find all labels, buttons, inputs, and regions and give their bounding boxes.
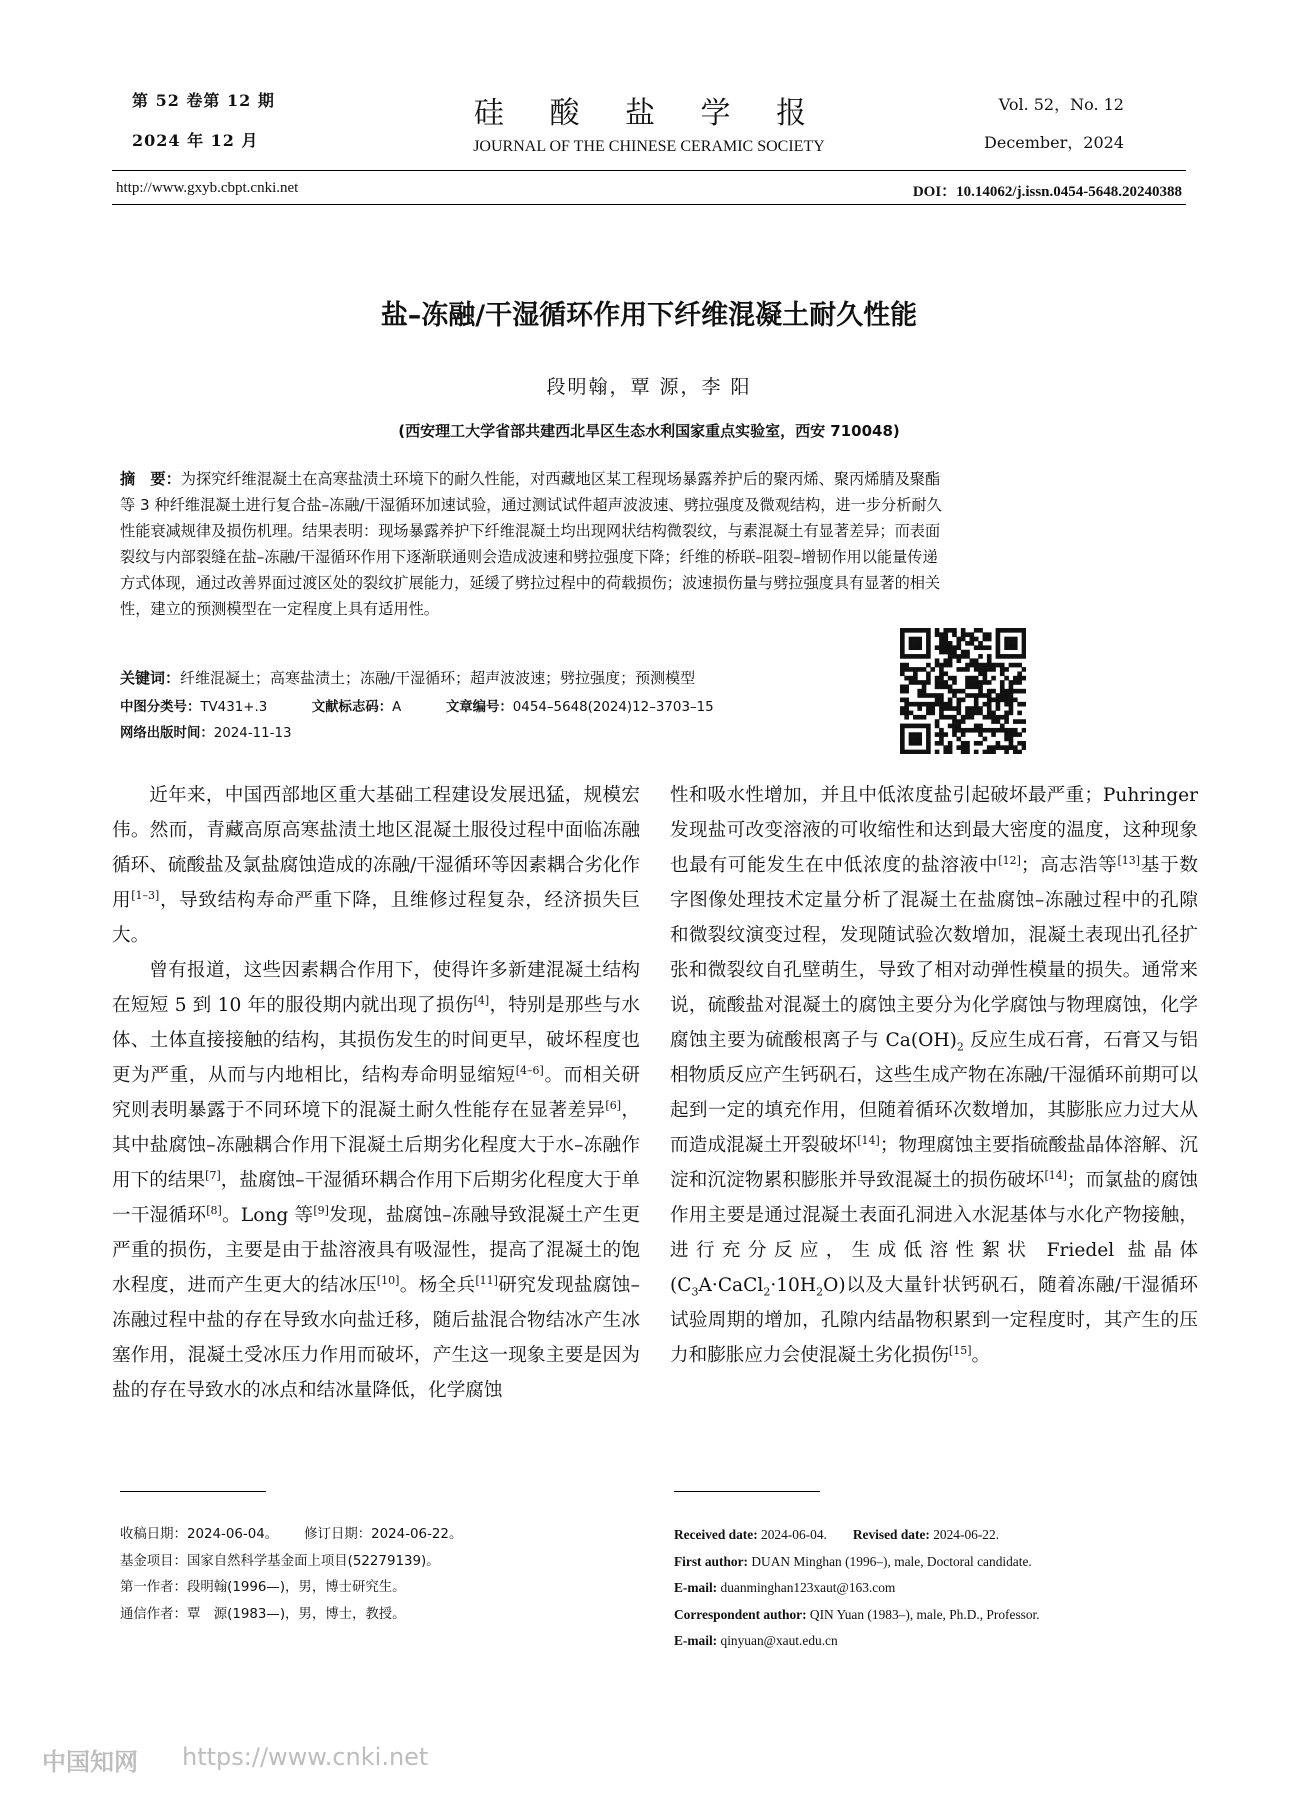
abstract-line-1: 摘 要：为探究纤维混凝土在高寒盐渍土环境下的耐久性能，对西藏地区某工程现场暴露养护后的聚丙烯、聚丙烯腈及聚酯 (120, 470, 941, 488)
citation: [13] (1117, 853, 1141, 867)
footnote-received-en: Received date: 2024-06-04. Revised date: 2024-06-22. (674, 1527, 1000, 1542)
email-link[interactable]: qinyuan@xaut.edu.cn (720, 1633, 838, 1648)
footnote-fund: 基金项目：国家自然科学基金面上项目(52279139)。 (120, 1553, 440, 1569)
footnote-first-author-en: First author: DUAN Minghan (1996–), male, Doctoral candidate. (674, 1553, 1032, 1569)
footnote-rule-right (674, 1491, 820, 1492)
online-publish: 网络出版时间：2024-11-13 (120, 726, 292, 741)
citation: [8] (206, 1203, 222, 1217)
doi-value: 10.14062/j.issn.0454-5648.20240388 (956, 184, 1182, 200)
footnote-corresponding: 通信作者：覃 源(1983—)，男，博士，教授。 (120, 1606, 406, 1622)
citation: [11] (475, 1273, 498, 1287)
date-en: December，2024 (984, 133, 1124, 152)
qr-code-icon (900, 628, 1026, 754)
citation: [10] (376, 1273, 400, 1287)
abstract-line-6: 性，建立的预测模型在一定程度上具有适用性。 (120, 600, 439, 618)
citation: [14] (857, 1133, 880, 1147)
keywords-text: 纤维混凝土；高寒盐渍土；冻融/干湿循环；超声波波速；劈拉强度；预测模型 (180, 669, 696, 687)
paragraph: 近年来，中国西部地区重大基础工程建设发展迅猛，规模宏伟。然而，青藏高原高寒盐渍土地区混凝土服役过程中面临冻融循环、硫酸盐及氯盐腐蚀造成的冻融/干湿循环等因素耦合劣化作用[1–3]，导致结构寿命严重下降，且维修过程复杂，经济损失巨大。 (112, 785, 640, 946)
citation: [12] (998, 853, 1021, 867)
footnote-email-2: E-mail: qinyuan@xaut.edu.cn (674, 1633, 838, 1648)
cnki-url-link[interactable]: https://www.cnki.net (182, 1743, 429, 1771)
doi[interactable] (913, 180, 1182, 201)
year-month: 2024 年 12 月 (132, 131, 259, 150)
qr-code[interactable] (900, 628, 1026, 754)
url-rule (112, 204, 1186, 205)
keywords-label: 关键词： (120, 669, 181, 687)
email-link[interactable]: duanminghan123xaut@163.com (720, 1580, 896, 1595)
citation: [14] (1044, 1168, 1068, 1182)
affiliation: (西安理工大学省部共建西北旱区生态水利国家重点实验室，西安 710048) (398, 422, 900, 440)
classification: 中图分类号：TV431+.3 文献标志码：A 文章编号：0454–5648(2024)12–3703–15 (120, 700, 714, 715)
volume-en: Vol. 52，No. 12 (998, 95, 1124, 114)
journal-title-en: JOURNAL OF THE CHINESE CERAMIC SOCIETY (473, 138, 825, 155)
article-title: 盐–冻融/干湿循环作用下纤维混凝土耐久性能 (380, 300, 918, 331)
citation: [4] (473, 993, 490, 1007)
footnote-corresponding-en: Correspondent author: QIN Yuan (1983–), male, Ph.D., Professor. (674, 1606, 1040, 1622)
body-column-left (112, 778, 640, 1408)
keywords (120, 667, 695, 688)
abstract (120, 466, 1180, 622)
citation: [15] (948, 1343, 972, 1357)
clc-number: TV431+.3 (200, 700, 268, 715)
citation: [7] (205, 1168, 221, 1182)
citation: [9] (313, 1203, 329, 1217)
footnote-email-1: E-mail: duanminghan123xaut@163.com (674, 1580, 896, 1595)
footnotes-en (674, 1522, 1040, 1655)
article-number: 0454–5648(2024)12–3703–15 (512, 700, 714, 715)
volume-issue: 第 52 卷第 12 期 (132, 91, 275, 110)
abstract-line-5: 方式体现，通过改善界面过渡区处的裂纹扩展能力，延缓了劈拉过程中的荷载损伤；波速损伤量与劈拉强度具有显著的相关 (120, 574, 941, 592)
citation: [6] (605, 1098, 621, 1112)
footnote-first-author: 第一作者：段明翰(1996—)，男，博士研究生。 (120, 1580, 406, 1595)
journal-url-link[interactable]: http://www.gxyb.cbpt.cnki.net (116, 180, 299, 196)
doi-label: DOI： (912, 184, 957, 200)
citation: [4–6] (515, 1063, 544, 1077)
abstract-line-4: 裂纹与内部裂缝在盐–冻融/干湿循环作用下逐渐联通则会造成波速和劈拉强度下降；纤维的桥联–阻裂–增韧作用以能量传递 (120, 548, 938, 566)
footnote-received: 收稿日期：2024-06-04。 修订日期：2024-06-22。 (120, 1527, 463, 1542)
document-code: A (392, 700, 402, 715)
paragraph: 性和吸水性增加，并且中低浓度盐引起破坏最严重；Puhringer 发现盐可改变溶液的可收缩性和达到最大密度的温度，这种现象也最有可能发生在中低浓度的盐溶液中[12]；高志浩等[13]基于数字图像处理技术定量分析了混凝土在盐腐蚀–冻融过程中的孔隙和微裂纹演变过程，发现随试验次数增加，混凝土表现出孔径扩张和微裂纹自孔壁萌生，导致了相对动弹性模量的损失。通常来说，硫酸盐对混凝土的腐蚀主要分为化学腐蚀与物理腐蚀，化学腐蚀主要为硫酸根离子与 $Ca(OH)_2$ 反应生成石膏，石膏又与铝相物质反应产生钙矾石，这些生成产物在冻融/干湿循环前期可以起到一定的填充作用，但随着循环次数增加，其膨胀应力过大从而造成混凝土开裂破坏[14]；物理腐蚀主要指硫酸盐晶体溶解、沉淀和沉淀物累积膨胀并导致混凝土的损伤破坏[14]；而氯盐的腐蚀作用主要是通过混凝土表面孔洞进入水泥基体与水化产物接触，进行充分反应，生成低溶性絮状 Friedel 盐晶体$(C_3A\cdot CaCl_2\cdot 10H_2O)$以及大量针状钙矾石，随着冻融/干湿循环试验周期的增加，孔隙内结晶物积累到一定程度时，其产生的压力和膨胀应力会使混凝土劣化损伤[15]。 (670, 785, 1198, 1366)
footnotes-cn (120, 1522, 462, 1628)
paragraph: 曾有报道，这些因素耦合作用下，使得许多新建混凝土结构在短短 5 到 10 年的服役期内就出现了损伤[4]，特别是那些与水体、土体直接接触的结构，其损伤发生的时间更早，破坏程度也更为严重，从而与内地相比，结构寿命明显缩短[4–6]。而相关研究则表明暴露于不同环境下的混凝土耐久性能存在显著差异[6]，其中盐腐蚀–冻融耦合作用下混凝土后期劣化程度大于水–冻融作用下的结果[7]，盐腐蚀–干湿循环耦合作用下后期劣化程度大于单一干湿循环[8]。Long 等[9]发现，盐腐蚀–冻融导致混凝土产生更严重的损伤，主要是由于盐溶液具有吸湿性，提高了混凝土的饱水程度，进而产生更大的结冰压[10]。杨全兵[11]研究发现盐腐蚀–冻融过程中盐的存在导致水向盐迁移，随后盐混合物结冰产生冰塞作用，混凝土受冰压力作用而破坏，产生这一现象主要是因为盐的存在导致水的冰点和结冰量降低，化学腐蚀 (112, 960, 640, 1401)
journal-title-cn: 硅 酸 盐 学 报 (473, 96, 825, 131)
abstract-label: 摘 要： (120, 470, 181, 488)
authors: 段明翰，覃 源，李 阳 (546, 376, 752, 398)
body-column-right (670, 778, 1198, 1373)
online-date: 2024-11-13 (213, 726, 292, 741)
abstract-line-2: 等 3 种纤维混凝土进行复合盐–冻融/干湿循环加速试验，通过测试试件超声波波速、劈拉强度及微观结构，进一步分析耐久 (120, 496, 942, 514)
footnote-rule-left (120, 1491, 266, 1492)
cnki-watermark: 中国知网 (42, 1748, 138, 1776)
citation: [1–3] (131, 888, 160, 902)
abstract-line-3: 性能衰减规律及损伤机理。结果表明：现场暴露养护下纤维混凝土均出现网状结构微裂纹，与素混凝土有显著差异；而表面 (120, 522, 941, 540)
header-rule (112, 170, 1186, 171)
